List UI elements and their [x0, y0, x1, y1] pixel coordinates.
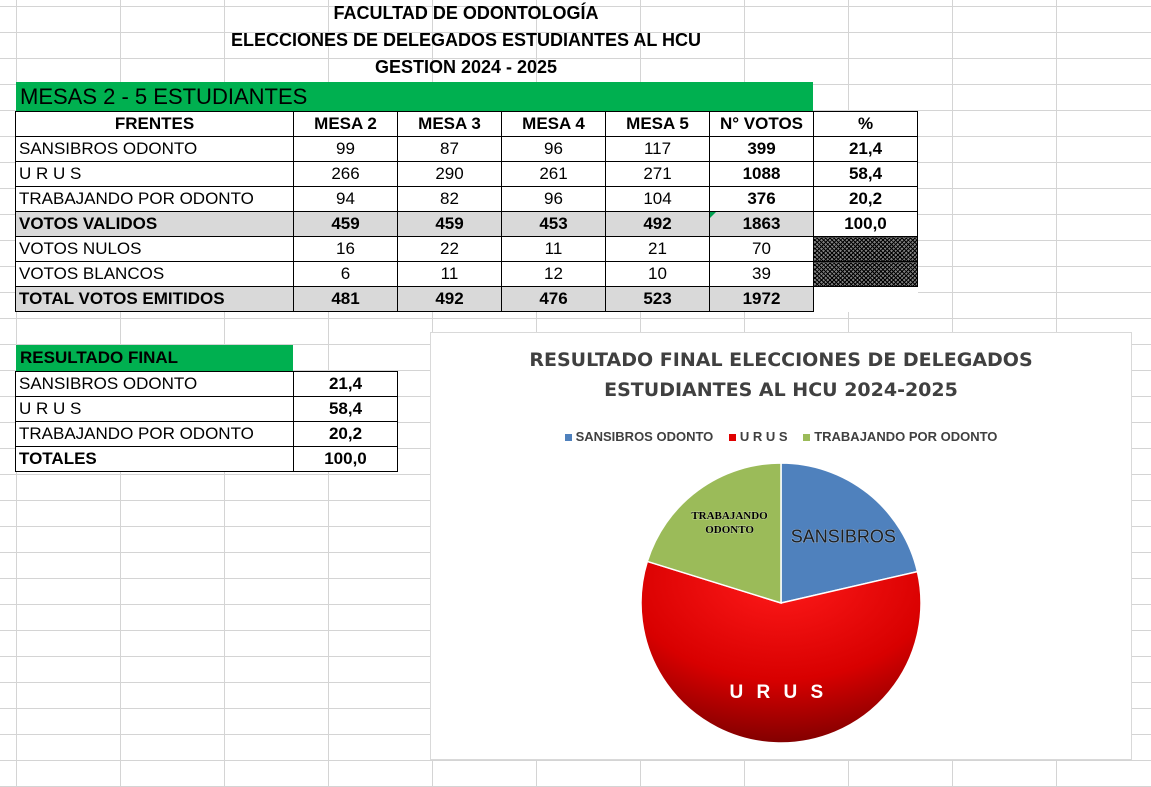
cell-percent[interactable]: 58,4: [814, 162, 918, 187]
row-label[interactable]: SANSIBROS ODONTO: [16, 372, 294, 397]
cell[interactable]: 99: [294, 137, 398, 162]
cell[interactable]: 459: [294, 212, 398, 237]
col-header[interactable]: N° VOTOS: [710, 112, 814, 137]
cell[interactable]: 104: [606, 187, 710, 212]
table-row: [16, 447, 398, 472]
cell[interactable]: 271: [606, 162, 710, 187]
mesas-band: MESAS 2 - 5 ESTUDIANTES: [16, 82, 813, 111]
slice-label-sansibros: SANSIBROS: [790, 526, 896, 547]
cell-total[interactable]: 1972: [710, 287, 814, 312]
row-label[interactable]: TRABAJANDO POR ODONTO: [16, 187, 294, 212]
chart-title-line1: RESULTADO FINAL ELECCIONES DE DELEGADOS: [529, 349, 1033, 371]
cell[interactable]: 459: [398, 212, 502, 237]
table-row: [16, 262, 918, 287]
cell[interactable]: 94: [294, 187, 398, 212]
cell[interactable]: 117: [606, 137, 710, 162]
cell[interactable]: 492: [606, 212, 710, 237]
table-row: [16, 137, 918, 162]
cell-comment-marker: [710, 212, 716, 218]
row-label[interactable]: U R U S: [16, 397, 294, 422]
table-row: [16, 422, 398, 447]
col-header[interactable]: MESA 3: [398, 112, 502, 137]
cell[interactable]: 290: [398, 162, 502, 187]
cell[interactable]: 87: [398, 137, 502, 162]
col-header[interactable]: %: [814, 112, 918, 137]
table-row: [16, 372, 398, 397]
table-row: [16, 397, 398, 422]
row-label[interactable]: U R U S: [16, 162, 294, 187]
chart-title-line2: ESTUDIANTES AL HCU 2024-2025: [604, 379, 958, 401]
pie-chart[interactable]: [430, 332, 1132, 760]
slice-label-trabajando: TRABAJANDO ODONTO: [691, 509, 768, 536]
cell[interactable]: 492: [398, 287, 502, 312]
cell-total[interactable]: 70: [710, 237, 814, 262]
cell-total[interactable]: 376: [710, 187, 814, 212]
table-header-row: [16, 112, 918, 137]
cell[interactable]: 476: [502, 287, 606, 312]
cell[interactable]: 481: [294, 287, 398, 312]
empty-cell[interactable]: [814, 287, 918, 312]
cell-total[interactable]: [710, 212, 814, 237]
cell-total[interactable]: 1088: [710, 162, 814, 187]
cell[interactable]: 11: [502, 237, 606, 262]
title-gestion: GESTION 2024 - 2025: [374, 57, 558, 77]
cell-total[interactable]: 399: [710, 137, 814, 162]
cell[interactable]: 11: [398, 262, 502, 287]
col-header[interactable]: FRENTES: [16, 112, 294, 137]
votes-table: [15, 111, 918, 312]
cell[interactable]: 453: [502, 212, 606, 237]
legend-label: U R U S: [739, 429, 788, 444]
cell[interactable]: 523: [606, 287, 710, 312]
row-label[interactable]: VOTOS NULOS: [16, 237, 294, 262]
cell-percent[interactable]: 100,0: [294, 447, 398, 472]
legend-label: SANSIBROS ODONTO: [575, 429, 714, 444]
title-elections: ELECCIONES DE DELEGADOS ESTUDIANTES AL HCU: [230, 30, 702, 50]
cell[interactable]: 12: [502, 262, 606, 287]
table-row: [16, 187, 918, 212]
cell[interactable]: 96: [502, 187, 606, 212]
row-label[interactable]: TOTALES: [16, 447, 294, 472]
cell[interactable]: 261: [502, 162, 606, 187]
result-band: RESULTADO FINAL: [16, 345, 293, 371]
row-label[interactable]: VOTOS VALIDOS: [16, 212, 294, 237]
col-header[interactable]: MESA 2: [294, 112, 398, 137]
cell-percent[interactable]: 20,2: [814, 187, 918, 212]
col-header[interactable]: MESA 4: [502, 112, 606, 137]
cell[interactable]: 22: [398, 237, 502, 262]
cell[interactable]: 21: [606, 237, 710, 262]
table-row-valid: [16, 212, 918, 237]
cell-total-value: 1863: [742, 214, 781, 233]
row-label[interactable]: VOTOS BLANCOS: [16, 262, 294, 287]
col-header[interactable]: MESA 5: [606, 112, 710, 137]
table-row: [16, 237, 918, 262]
row-label[interactable]: TOTAL VOTOS EMITIDOS: [16, 287, 294, 312]
cell-percent[interactable]: 100,0: [814, 212, 918, 237]
table-row-total: [16, 287, 918, 312]
hatched-cell[interactable]: [814, 262, 918, 287]
cell[interactable]: 16: [294, 237, 398, 262]
cell[interactable]: 82: [398, 187, 502, 212]
cell[interactable]: 266: [294, 162, 398, 187]
hatched-cell[interactable]: [814, 237, 918, 262]
title-faculty: FACULTAD DE ODONTOLOGÍA: [333, 3, 599, 23]
result-table: [15, 371, 398, 472]
cell-percent[interactable]: 21,4: [294, 372, 398, 397]
cell[interactable]: 6: [294, 262, 398, 287]
row-label[interactable]: TRABAJANDO POR ODONTO: [16, 422, 294, 447]
table-row: [16, 162, 918, 187]
cell-percent[interactable]: 58,4: [294, 397, 398, 422]
cell-percent[interactable]: 20,2: [294, 422, 398, 447]
row-label[interactable]: SANSIBROS ODONTO: [16, 137, 294, 162]
cell[interactable]: 96: [502, 137, 606, 162]
cell-total[interactable]: 39: [710, 262, 814, 287]
cell-percent[interactable]: 21,4: [814, 137, 918, 162]
cell[interactable]: 10: [606, 262, 710, 287]
slice-label-urus: U R U S: [729, 681, 828, 703]
pie-svg[interactable]: [431, 333, 1133, 761]
legend-label: TRABAJANDO POR ODONTO: [814, 429, 998, 444]
